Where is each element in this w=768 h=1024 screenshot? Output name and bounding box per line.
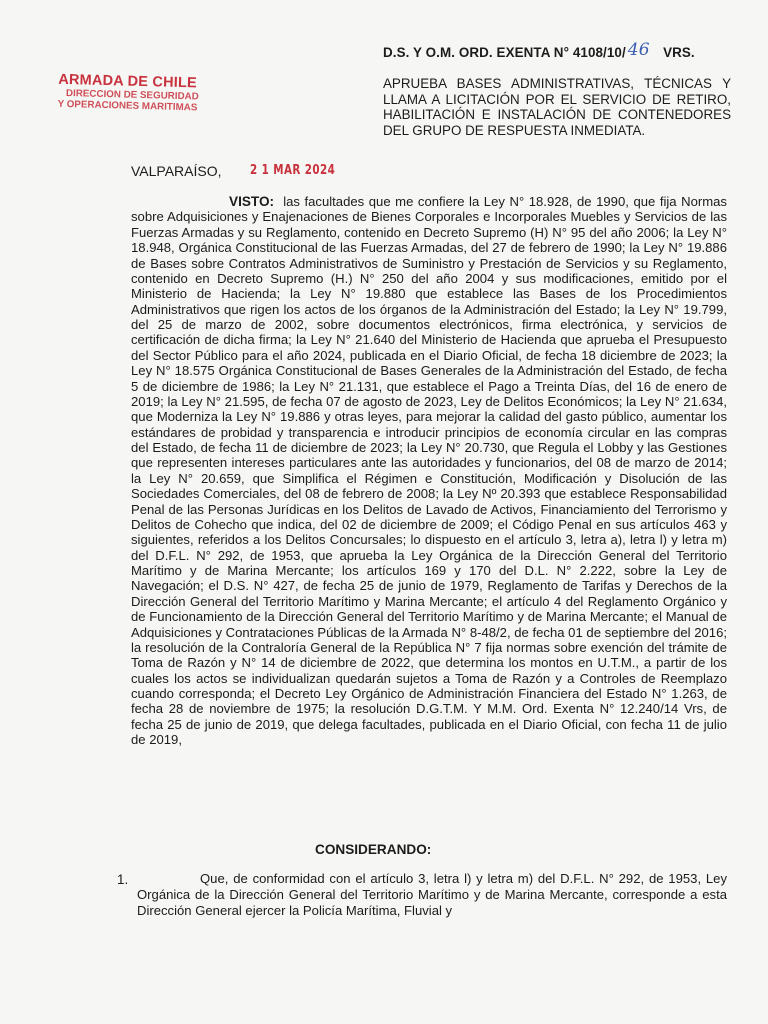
visto-label: VISTO:: [229, 194, 275, 209]
reference-suffix: VRS.: [663, 45, 695, 60]
considerando-heading: CONSIDERANDO:: [315, 842, 432, 857]
document-subject: APRUEBA BASES ADMINISTRATIVAS, TÉCNICAS Y LLAMA A LICITACIÓN POR EL SERVICIO DE RETIRO, HABILITACIÓN E INSTALACIÓN DE CONTENEDORES DEL GRUPO DE RESPUESTA INMEDIATA.: [383, 76, 731, 138]
considerando-item: [137, 871, 727, 918]
stamp-line-2: DIRECCION DE SEGURIDAD: [65, 87, 199, 103]
place-label: VALPARAÍSO,: [131, 163, 222, 179]
institution-stamp: [58, 72, 229, 114]
item-number: 1.: [117, 872, 129, 887]
reference-prefix: D.S. Y O.M. ORD. EXENTA N° 4108/10/: [383, 45, 626, 60]
date-stamp: 2 1 MAR 2024: [250, 162, 336, 178]
document-reference: [383, 42, 695, 62]
stamp-line-3: Y OPERACIONES MARITIMAS: [57, 98, 198, 114]
item-text: Que, de conformidad con el artículo 3, letra l) y letra m) del D.F.L. N° 292, de 1953, Ley Orgánica de la Dirección General del Territorio Marítimo y de Marina Mercante, corresponde a esta Dirección General ejercer la Policía Marítima, Fluvial y: [137, 871, 727, 918]
stamp-line-1: ARMADA DE CHILE: [58, 71, 198, 92]
handwritten-number: 46: [627, 40, 650, 60]
visto-paragraph: [131, 194, 727, 748]
visto-text: las facultades que me confiere la Ley N° 18.928, de 1990, que fija Normas sobre Adquisiciones y Enajenaciones de Bienes Corporales e Incorporales Muebles y Servicios de las Fuerzas Armadas y su Reglamento, contenido en Decreto Supremo (H) N° 95 del año 2006; la Ley N° 18.948, Orgánica Constitucional de las Fuerzas Armadas, del 27 de febrero de 1990; la Ley N° 19.886 de Bases sobre Contratos Administrativos de Suministro y Prestación de Servicios y su Reglamento, contenido en Decreto Supremo (H.) N° 250 del año 2004 y sus modificaciones, emitido por el Ministerio de Hacienda; la Ley N° 19.880 que establece las Bases de los Procedimientos Administrativos que rigen los actos de los órganos de la Administración del Estado; la Ley N° 19.799, del 25 de marzo de 2002, sobre documentos electrónicos, firma electrónica, y servicios de certificación de dicha firma; la Ley N° 21.640 del Ministerio de Hacienda que aprueba el Presupuesto del Sector Público para el año 2024, publicada en el Diario Oficial, de fecha 18 diciembre de 2023; la Ley N° 18.575 Orgánica Constitucional de Bases Generales de la Administración del Estado, de fecha 5 de diciembre de 1986; la Ley N° 21.131, que establece el Pago a Treinta Días, del 16 de enero de 2019; la Ley N° 21.595, de fecha 07 de agosto de 2023, Ley de Delitos Económicos; la Ley N° 21.634, que Moderniza la Ley N° 19.886 y otras leyes, para mejorar la calidad del gasto público, aumentar los estándares de probidad y transparencia e introducir principios de economía circular en las compras del Estado, de fecha 11 de diciembre de 2023; la Ley N° 20.730, que Regula el Lobby y las Gestiones que representen intereses particulares ante las autoridades y funcionarios, del 08 de marzo de 2014; la Ley N° 20.659, que Simplifica el Régimen e Constitución, Modificación y Disolución de las Sociedades Comerciales, del 08 de febrero de 2008; la Ley Nº 20.393 que establece Responsabilidad Penal de las Personas Jurídicas en los Delitos de Lavado de Activos, Financiamiento del Terrorismo y Delitos de Cohecho que indica, del 02 de diciembre de 2009; el Código Penal en sus artículos 463 y siguientes, referidos a los Delitos Concursales; lo dispuesto en el artículo 3, letra a), letra l) y letra m) del D.F.L. N° 292, de 1953, que aprueba la Ley Orgánica de la Dirección General del Territorio Marítimo y de Marina Mercante; los artículos 169 y 170 del D.L. N° 2.222, sobre la Ley de Navegación; el D.S. N° 427, de fecha 25 de junio de 1979, Reglamento de Tarifas y Derechos de la Dirección General del Territorio Marítimo y Marina Mercante; el artículo 4 del Reglamento Orgánico y de Funcionamiento de la Dirección General del Territorio Marítimo y de Marina Mercante; el Manual de Adquisiciones y Contrataciones Públicas de la Armada N° 8-48/2, de fecha 01 de septiembre del 2016; la resolución de la Contraloría General de la República N° 7 fija normas sobre exención del trámite de Toma de Razón y N° 14 de diciembre de 2022, que determina los montos en U.T.M., a partir de los cuales los actos se individualizan quedarán sujetos a Toma de Razón y a Controles de Reemplazo cuando corresponda; el Decreto Ley Orgánico de Administración Financiera del Estado N° 1.263, de fecha 28 de noviembre de 1975; la resolución D.G.T.M. Y M.M. Ord. Exenta N° 12.240/14 Vrs, de fecha 25 de junio de 2019, que delega facultades, publicada en el Diario Oficial, con fecha 11 de julio de 2019,: [131, 194, 727, 748]
